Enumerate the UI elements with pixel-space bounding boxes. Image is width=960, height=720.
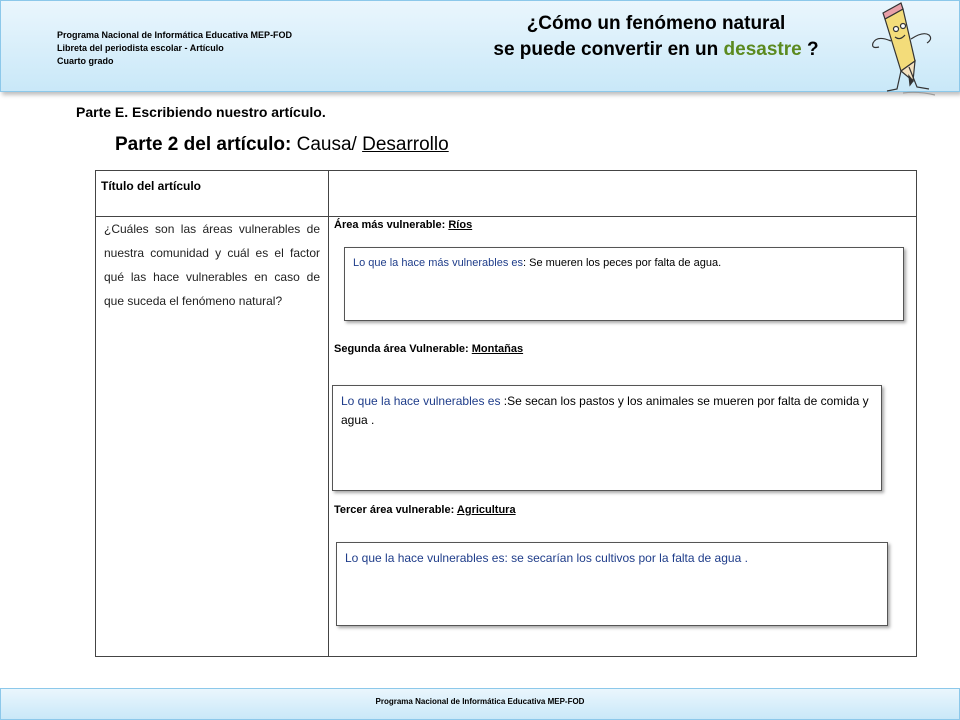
pencil-mascot-icon [863,1,943,96]
area-2-value: Montañas [471,343,524,355]
part-heading-bold: Parte 2 del artículo: [115,134,292,155]
area-2-label: Segunda área Vulnerable: [334,343,472,355]
program-line-1: Programa Nacional de Informática Educativa MEP-FOD [57,30,293,40]
area-1-answer-box [344,247,904,321]
title-line-1: ¿Cómo un fenómeno natural [526,13,786,34]
title-accent-word: desastre [723,39,802,60]
table-column-divider [328,171,329,657]
area-3-value: Agricultura [456,504,516,516]
area-3-heading [334,504,516,516]
page-title [421,11,891,63]
area-3-answer-box [336,542,888,626]
part-heading-normal: Causa/ [291,134,363,155]
article-title-label: Título del artículo [101,179,202,193]
footer-banner [0,688,960,720]
header-banner [0,0,960,92]
section-label: Parte E. Escribiendo nuestro artículo. [76,104,326,120]
area-2-heading [334,343,523,355]
title-line-2-start: se puede convertir en un [493,39,724,60]
area-1-heading [334,219,472,231]
program-line-2: Libreta del periodista escolar - Artículo [57,43,224,53]
title-line-2 [421,37,891,63]
area-1-label: Área más vulnerable: [334,219,449,231]
area-3-lead: Lo que la hace vulnerables es: se secarían los cultivos por la falta de agua . [345,551,748,565]
area-3-label: Tercer área vulnerable: [334,504,457,516]
area-2-lead: Lo que la hace vulnerables es [341,394,504,408]
area-1-lead: Lo que la hace más vulnerables es [353,257,523,269]
area-1-text: : Se mueren los peces por falta de agua. [523,257,722,269]
area-2-text: :Se secan los pastos y los animales se mueren por falta de comida y agua . [341,394,869,427]
program-line-3: Cuarto grado [57,56,114,66]
title-line-2-end: ? [801,39,819,60]
part-heading [115,134,449,156]
footer-text: Programa Nacional de Informática Educativa MEP-FOD [375,697,585,706]
area-2-answer-box [332,385,882,491]
part-heading-underlined: Desarrollo [362,134,449,155]
area-1-value: Ríos [448,219,473,231]
article-table [95,170,917,657]
vulnerability-question: ¿Cuáles son las áreas vulnerables de nuestra comunidad y cuál es el factor qué las hace vulnerables en caso de que suceda el fenómeno natural? [104,222,320,308]
program-info [57,29,292,68]
